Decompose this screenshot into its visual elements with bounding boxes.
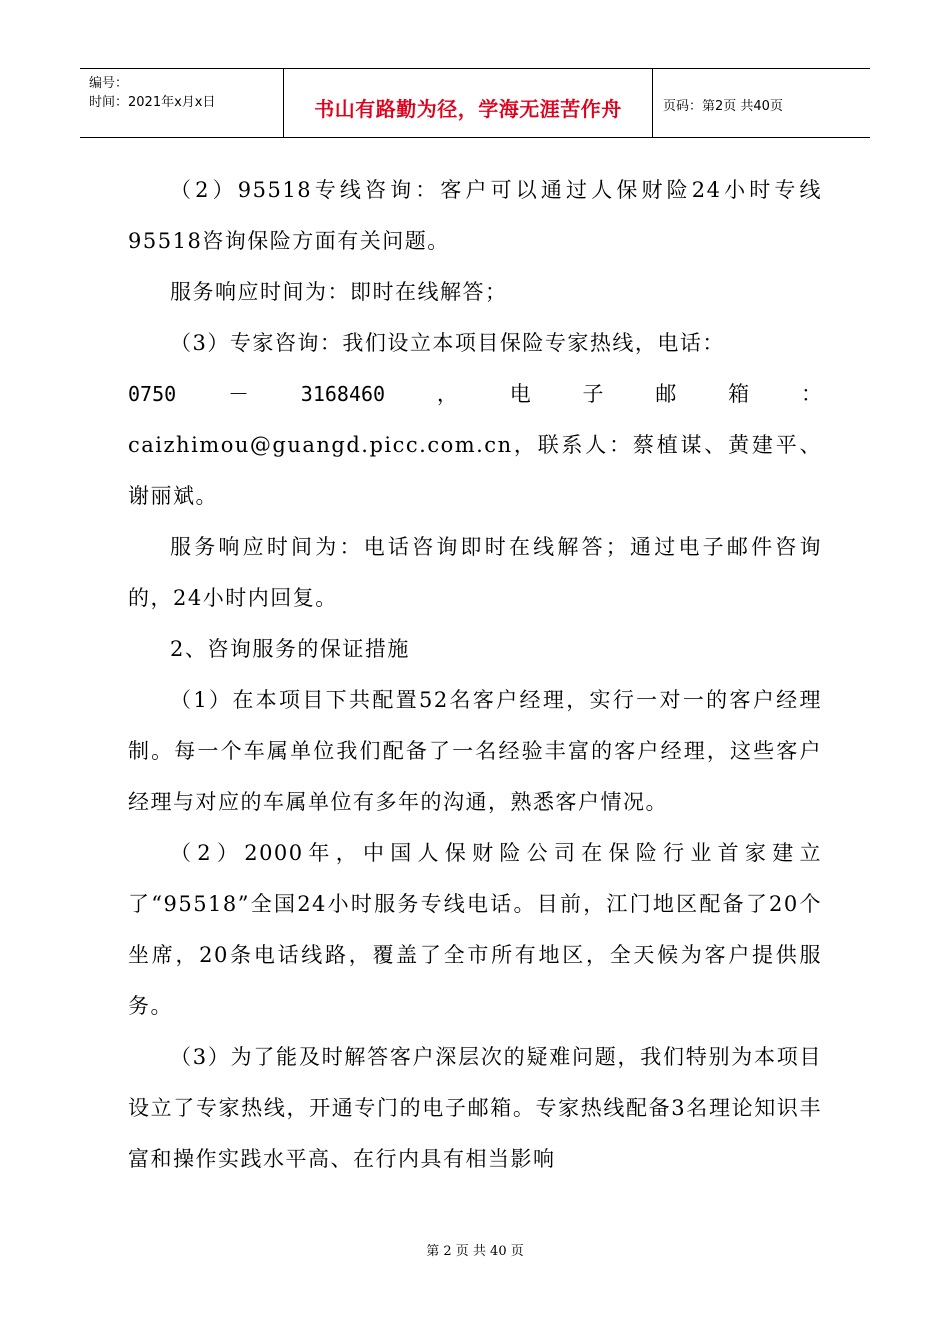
- phone-comma: ，: [436, 382, 458, 406]
- email-label-char: 箱: [728, 382, 750, 406]
- page-footer: 第 2 页 共 40 页: [426, 1244, 524, 1259]
- email-label-char: 子: [582, 382, 604, 406]
- paragraph-hotline-95518: （2）95518专线咨询：客户可以通过人保财险24小时专线95518咨询保险方面有关问题。: [128, 178, 822, 253]
- phone-number: 3168460: [300, 382, 386, 406]
- paragraph-response-time-1: 服务响应时间为：即时在线解答；: [170, 280, 508, 304]
- email-label-char: 邮: [655, 382, 677, 406]
- document-body: [128, 165, 822, 1185]
- header-motto: 书山有路勤为径，学海无涯苦作舟: [314, 97, 622, 121]
- page-header: [80, 68, 870, 138]
- email-label-char: 电: [509, 382, 531, 406]
- header-page-info: 页码：第2页 共40页: [663, 99, 783, 114]
- header-meta-cell: [80, 69, 284, 137]
- phone-area-code: 0750: [128, 382, 177, 406]
- section-heading-guarantee: 2、咨询服务的保证措施: [170, 637, 410, 661]
- paragraph-email-contacts: caizhimou@guangd.picc.com.cn，联系人：蔡植谋、黄建平、谢丽斌。: [128, 433, 822, 508]
- email-label-colon: ：: [800, 382, 822, 406]
- paragraph-95518-service: （2）2000年，中国人保财险公司在保险行业首家建立了“95518”全国24小时服务专线电话。目前，江门地区配备了20个坐席，20条电话线路，覆盖了全市所有地区，全天候为客户提供服务。: [128, 841, 822, 1018]
- phone-dash: －: [227, 382, 249, 406]
- paragraph-response-time-2: 服务响应时间为：电话咨询即时在线解答；通过电子邮件咨询的，24小时内回复。: [128, 535, 822, 610]
- paragraph-expert-hotline: （3）为了能及时解答客户深层次的疑难问题，我们特别为本项目设立了专家热线，开通专门的电子邮箱。专家热线配备3名理论知识丰富和操作实践水平高、在行内具有相当影响: [128, 1045, 822, 1171]
- contact-phone-line: [128, 369, 822, 420]
- paragraph-account-managers: （1）在本项目下共配置52名客户经理，实行一对一的客户经理制。每一个车属单位我们配备了一名经验丰富的客户经理，这些客户经理与对应的车属单位有多年的沟通，熟悉客户情况。: [128, 688, 822, 814]
- document-number-label: 编号：: [89, 76, 129, 91]
- paragraph-expert-consult: （3）专家咨询：我们设立本项目保险专家热线，电话：: [170, 331, 725, 355]
- header-page-cell: [653, 69, 870, 137]
- header-motto-cell: [284, 69, 653, 137]
- document-date: 时间：2021年x月x日: [89, 95, 216, 110]
